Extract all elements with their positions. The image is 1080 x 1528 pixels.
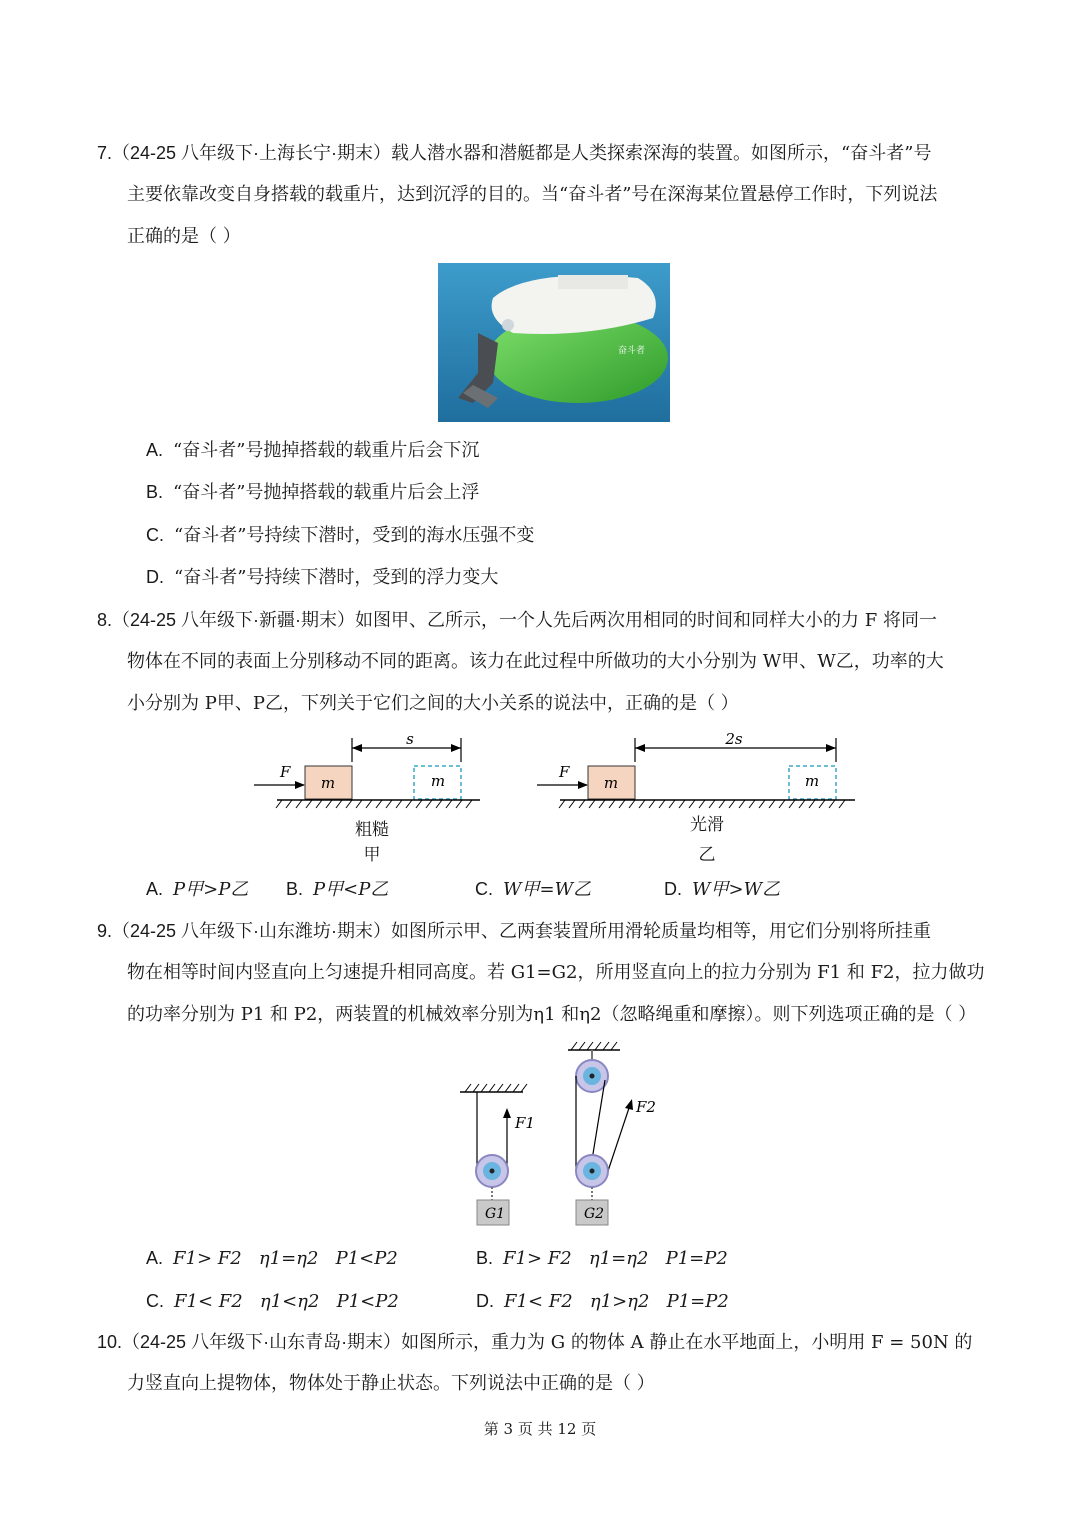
q7-number: 7. bbox=[97, 143, 113, 163]
q7-text-1: 载人潜水器和潜艇都是人类探索深海的装置。如图所示，“奋斗者”号 bbox=[391, 143, 932, 164]
jia-surface-caption: 粗糙 bbox=[355, 820, 389, 840]
q9-source: （24-25 八年级下·山东潍坊·期末） bbox=[112, 921, 392, 941]
q8-line-2: 物体在不同的表面上分别移动不同的距离。该力在此过程中所做功的大小分别为 W甲、W乙，功率的大 bbox=[127, 651, 944, 672]
jia-block-label: m bbox=[320, 774, 336, 792]
q7-option-c[interactable]: C. “奋斗者”号持续下潜时，受到的海水压强不变 bbox=[146, 525, 535, 546]
yi-distance-label: 2s bbox=[725, 730, 743, 748]
q10-number: 10. bbox=[97, 1332, 123, 1352]
q9-text-1: 如图所示甲、乙两套装置所用滑轮质量均相等，用它们分别将所挂重 bbox=[391, 921, 932, 942]
f1-label: F1 bbox=[515, 1114, 535, 1132]
q9-option-d[interactable]: D. F1< F2 η1>η2 P1=P2 bbox=[476, 1291, 729, 1312]
yi-force-label: F bbox=[559, 763, 570, 781]
yi-surface-caption: 光滑 bbox=[690, 815, 724, 835]
q7-option-d[interactable]: D. “奋斗者”号持续下潜时，受到的浮力变大 bbox=[146, 567, 499, 588]
q7-option-b[interactable]: B. “奋斗者”号抛掉搭载的载重片后会上浮 bbox=[146, 482, 480, 503]
q8-source: （24-25 八年级下·新疆·期末） bbox=[112, 610, 356, 630]
q8-number: 8. bbox=[97, 610, 113, 630]
jia-dashed-label: m bbox=[430, 772, 446, 790]
q10-text-1: 如图所示，重力为 G 的物体 A 静止在水平地面上，小明用 F = 50N 的 bbox=[401, 1332, 973, 1353]
q9-line-3: 的功率分别为 P1 和 P2，两装置的机械效率分别为η1 和η2（忽略绳重和摩擦）。则下列选项正确的是（ ） bbox=[127, 1004, 977, 1025]
jia-caption: 甲 bbox=[363, 845, 381, 865]
jia-force-label: F bbox=[280, 763, 291, 781]
q9-line-1 bbox=[97, 917, 931, 946]
q8-line-3: 小分别为 P甲、P乙，下列关于它们之间的大小关系的说法中，正确的是（ ） bbox=[127, 693, 739, 714]
q7-line-2: 主要依靠改变自身搭载的载重片，达到沉浮的目的。当“奋斗者”号在深海某位置悬停工作时，下列说法 bbox=[127, 184, 938, 205]
q7-line-3: 正确的是（ ） bbox=[127, 226, 241, 247]
yi-block-label: m bbox=[603, 774, 619, 792]
q9-option-a[interactable]: A. F1> F2 η1=η2 P1<P2 bbox=[146, 1248, 398, 1269]
svg-text:奋斗者: 奋斗者 bbox=[618, 345, 646, 355]
q7-line-1 bbox=[97, 139, 931, 168]
q7-option-a[interactable]: A. “奋斗者”号抛掉搭载的载重片后会下沉 bbox=[146, 440, 480, 461]
q10-line-2: 力竖直向上提物体，物体处于静止状态。下列说法中正确的是（ ） bbox=[127, 1373, 655, 1394]
q9-number: 9. bbox=[97, 921, 113, 941]
pulley-figure bbox=[455, 1040, 665, 1230]
q10-source: （24-25 八年级下·山东青岛·期末） bbox=[122, 1332, 402, 1352]
q7-source: （24-25 八年级下·上海长宁·期末） bbox=[112, 143, 392, 163]
q9-line-2: 物在相等时间内竖直向上匀速提升相同高度。若 G1=G2，所用竖直向上的拉力分别为 F1 和 F2，拉力做功 bbox=[127, 962, 985, 983]
q9-option-b[interactable]: B. F1> F2 η1=η2 P1=P2 bbox=[476, 1248, 728, 1269]
q9-option-c[interactable]: C. F1< F2 η1<η2 P1<P2 bbox=[146, 1291, 399, 1312]
q10-line-1 bbox=[97, 1328, 972, 1357]
jia-distance-label: s bbox=[406, 730, 414, 748]
g1-label: G1 bbox=[485, 1206, 506, 1222]
f2-label: F2 bbox=[636, 1098, 656, 1116]
submersible-photo bbox=[438, 263, 670, 422]
q8-line-1 bbox=[97, 606, 937, 635]
q8-option-c[interactable]: C. W甲=W乙 bbox=[475, 879, 592, 900]
figure-yi bbox=[535, 730, 857, 814]
q8-text-1: 如图甲、乙所示，一个人先后两次用相同的时间和同样大小的力 F 将同一 bbox=[355, 610, 937, 631]
q8-option-a[interactable]: A. P甲>P乙 bbox=[146, 879, 249, 900]
page-footer: 第 3 页 共 12 页 bbox=[483, 1420, 597, 1438]
yi-caption: 乙 bbox=[698, 845, 716, 865]
figure-jia bbox=[252, 730, 482, 814]
q8-option-d[interactable]: D. W甲>W乙 bbox=[664, 879, 781, 900]
q8-option-b[interactable]: B. P甲<P乙 bbox=[286, 879, 389, 900]
yi-dashed-label: m bbox=[804, 772, 820, 790]
g2-label: G2 bbox=[584, 1206, 605, 1222]
